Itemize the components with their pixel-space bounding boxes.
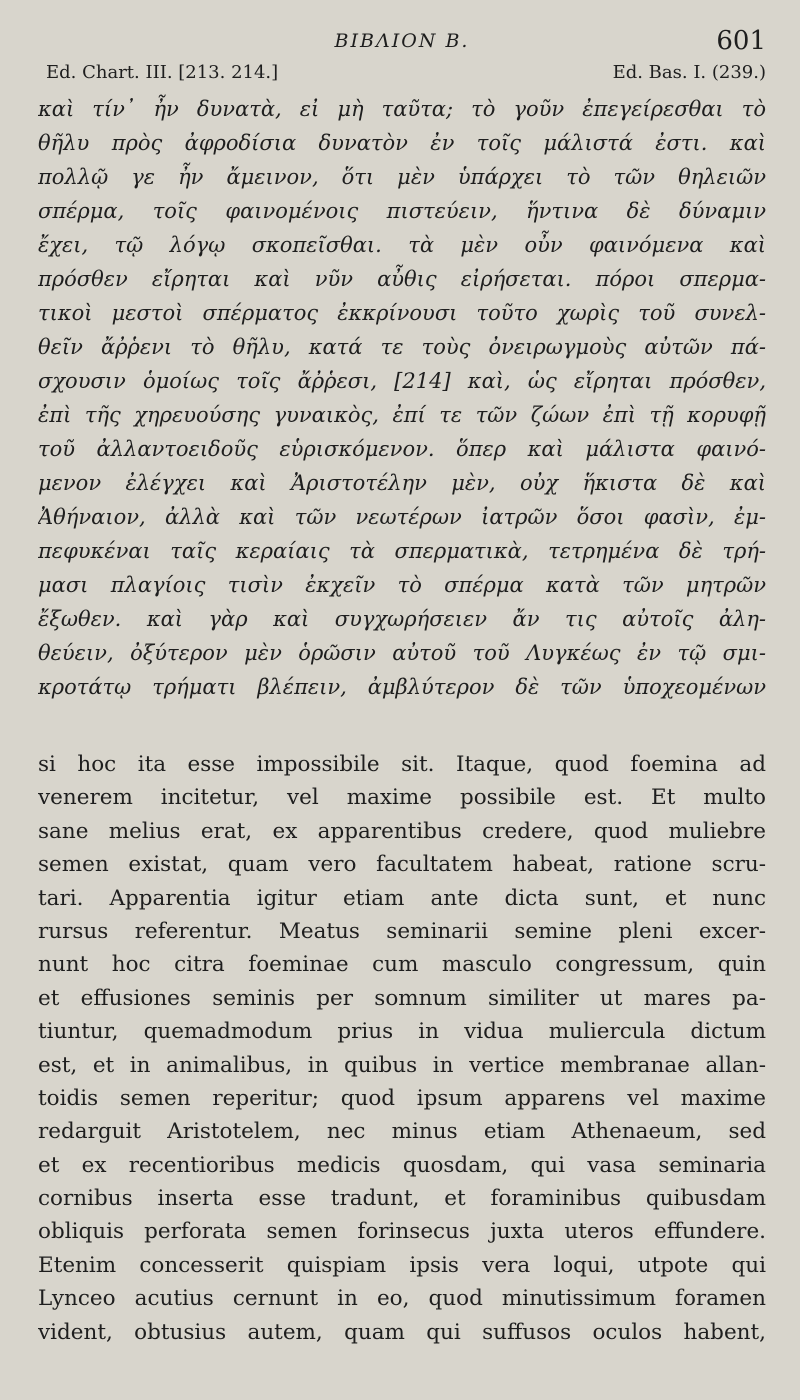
greek-line: πρόσθεν εἴρηται καὶ νῦν αὖθις εἰρήσεται. πόροι σπερμα-	[38, 267, 766, 291]
greek-line: τικοὶ μεστοὶ σπέρματος ἐκκρίνουσι τοῦτο χωρὶς τοῦ συνελ-	[38, 301, 766, 325]
greek-line: θεύειν, ὀξύτερον μὲν ὁρῶσιν αὐτοῦ τοῦ Λυγκέως ἐν τῷ σμι-	[38, 641, 766, 665]
greek-line: θεῖν ἄῤῥενι τὸ θῆλυ, κατά τε τοὺς ὀνειρωγμοὺς αὐτῶν πά-	[38, 335, 766, 359]
edition-reference-left: Ed. Chart. III. [213. 214.]	[46, 62, 279, 83]
latin-line: sane melius erat, ex apparentibus credere, quod muliebre	[38, 818, 766, 844]
greek-line: πολλῷ γε ἦν ἄμεινον, ὅτι μὲν ὑπάρχει τὸ τῶν θηλειῶν	[38, 165, 766, 189]
greek-line: ἔχει, τῷ λόγῳ σκοπεῖσθαι. τὰ μὲν οὖν φαινόμενα καὶ	[38, 233, 766, 257]
greek-line: θῆλυ πρὸς ἀφροδίσια δυνατὸν ἐν τοῖς μάλιστά ἐστι. καὶ	[38, 131, 766, 155]
greek-line: κροτάτῳ τρήματι βλέπειν, ἀμβλύτερον δὲ τῶν ὑποχεομένων	[38, 675, 766, 699]
latin-line: vident, obtusius autem, quam qui suffusos oculos habent,	[38, 1319, 766, 1345]
running-title: ΒΙΒΛΙΟΝ Β.	[334, 30, 470, 52]
latin-line: tiuntur, quemadmodum prius in vidua muliercula dictum	[38, 1019, 766, 1045]
edition-reference-line	[38, 62, 766, 92]
greek-line: μασι πλαγίοις τισὶν ἐκχεῖν τὸ σπέρμα κατὰ τῶν μητρῶν	[38, 573, 766, 597]
latin-line: obliquis perforata semen forinsecus juxta uteros effundere.	[38, 1219, 766, 1245]
latin-text-block	[38, 748, 766, 1349]
running-head	[38, 22, 766, 62]
latin-line: redarguit Aristotelem, nec minus etiam Athenaeum, sed	[38, 1119, 766, 1145]
latin-line: Etenim concesserit quispiam ipsis vera loqui, utpote qui	[38, 1252, 766, 1278]
latin-line: si hoc ita esse impossibile sit. Itaque, quod foemina ad	[38, 752, 766, 777]
section-gap	[38, 704, 766, 748]
greek-line: σπέρμα, τοῖς φαινομένοις πιστεύειν, ἥντινα δὲ δύναμιν	[38, 199, 766, 223]
latin-line: est, et in animalibus, in quibus in vertice membranae allan-	[38, 1052, 766, 1078]
latin-line: toidis semen reperitur; quod ipsum apparens vel maxime	[38, 1085, 766, 1111]
latin-line: tari. Apparentia igitur etiam ante dicta sunt, et nunc	[38, 885, 766, 911]
greek-line: πεφυκέναι ταῖς κεραίαις τὰ σπερματικὰ, τετρημένα δὲ τρή-	[38, 539, 766, 563]
latin-line: et effusiones seminis per somnum similiter ut mares pa-	[38, 985, 766, 1011]
greek-text-block	[38, 92, 766, 704]
latin-line: nunt hoc citra foeminae cum masculo congressum, quin	[38, 952, 766, 978]
latin-line: semen existat, quam vero facultatem habeat, ratione scru-	[38, 852, 766, 878]
latin-line: et ex recentioribus medicis quosdam, qui vasa seminaria	[38, 1152, 766, 1178]
latin-line: rursus referentur. Meatus seminarii semine pleni excer-	[38, 918, 766, 944]
greek-line: Ἀθήναιον, ἀλλὰ καὶ τῶν νεωτέρων ἰατρῶν ὅσοι φασὶν, ἐμ-	[38, 505, 766, 529]
greek-line: σχουσιν ὁμοίως τοῖς ἄῤῥεσι, [214] καὶ, ὡς εἴρηται πρόσθεν,	[38, 369, 766, 393]
greek-line: μενον ἐλέγχει καὶ Ἀριστοτέλην μὲν, οὐχ ἥκιστα δὲ καὶ	[38, 471, 766, 495]
greek-line: ἐπὶ τῆς χηρευούσης γυναικὸς, ἐπί τε τῶν ζώων ἐπὶ τῇ κορυφῇ	[38, 403, 766, 427]
greek-line: καὶ τίν᾽ ἦν δυνατὰ, εἰ μὴ ταῦτα; τὸ γοῦν ἐπεγείρεσθαι τὸ	[38, 97, 766, 121]
edition-reference-right: Ed. Bas. I. (239.)	[612, 62, 766, 83]
page-number: 601	[716, 26, 766, 56]
latin-line: Lynceo acutius cernunt in eo, quod minutissimum foramen	[38, 1286, 766, 1312]
greek-line: τοῦ ἀλλαντοειδοῦς εὑρισκόμενον. ὅπερ καὶ μάλιστα φαινό-	[38, 437, 766, 461]
latin-line: venerem incitetur, vel maxime possibile est. Et multo	[38, 785, 766, 811]
greek-line: ἔξωθεν. καὶ γὰρ καὶ συγχωρήσειεν ἄν τις αὐτοῖς ἀλη-	[38, 607, 766, 631]
latin-line: cornibus inserta esse tradunt, et foraminibus quibusdam	[38, 1186, 766, 1212]
